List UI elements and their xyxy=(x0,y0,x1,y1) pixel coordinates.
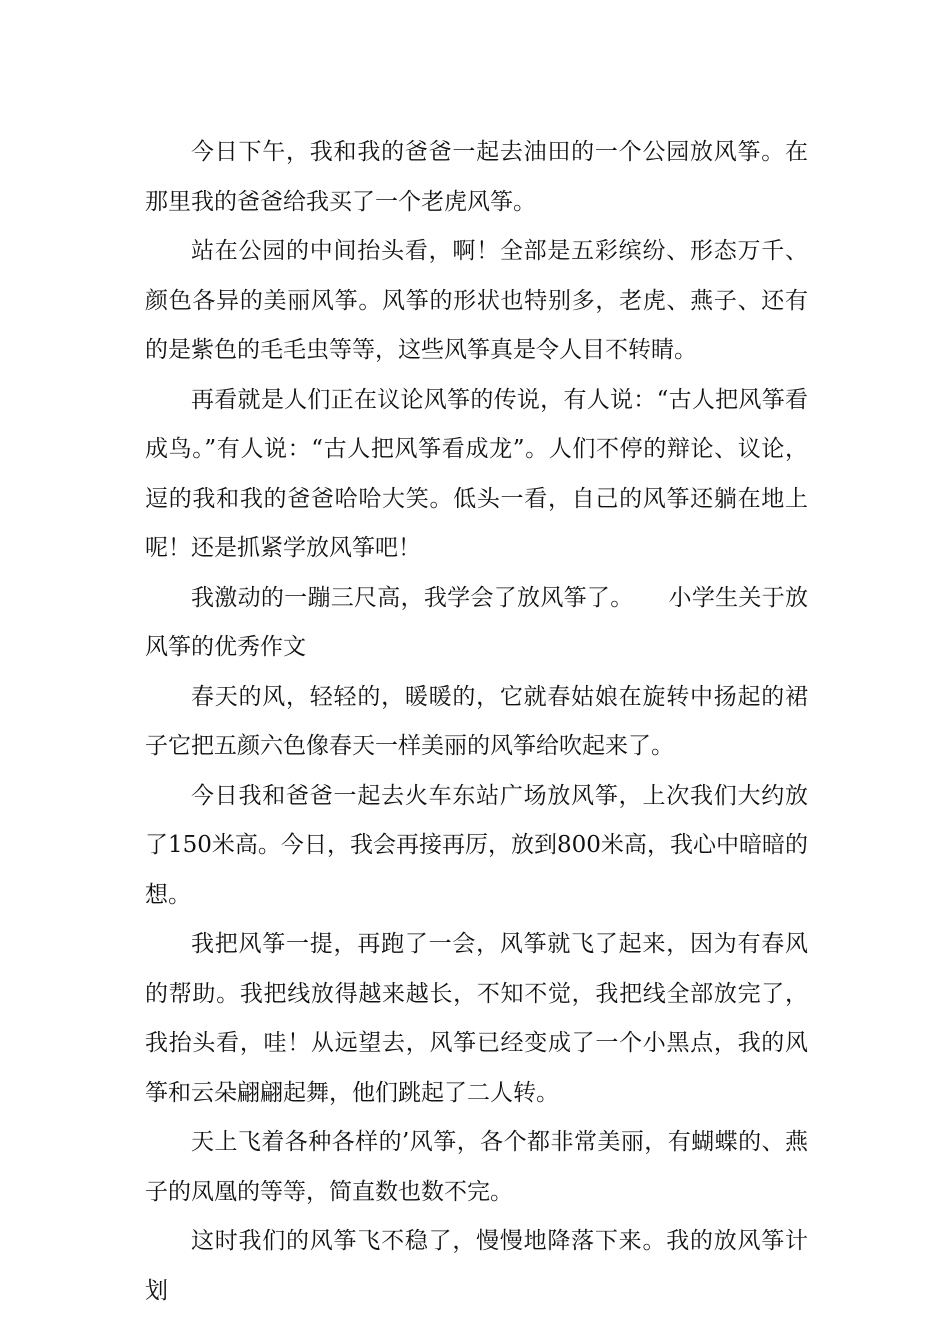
paragraph-1: 今日下午，我和我的爸爸一起去油田的一个公园放风筝。在那里我的爸爸给我买了一个老虎风筝。 xyxy=(145,139,808,215)
paragraph-8: 天上飞着各种各样的’风筝，各个都非常美丽，有蝴蝶的、燕子的凤凰的等等，简直数也数不完。 xyxy=(145,1129,808,1205)
paragraph-5: 春天的风，轻轻的，暖暖的，它就春姑娘在旋转中扬起的裙子它把五颜六色像春天一样美丽的风筝给吹起来了。 xyxy=(145,683,808,759)
paragraph-6: 今日我和爸爸一起去火车东站广场放风筝，上次我们大约放了150米高。今日，我会再接再厉，放到800米高，我心中暗暗的想。 xyxy=(145,782,808,908)
paragraph-4: 我激动的一蹦三尺高，我学会了放风筝了。 小学生关于放风筝的优秀作文 xyxy=(145,584,808,660)
essay-body xyxy=(145,128,808,1316)
paragraph-7: 我把风筝一提，再跑了一会，风筝就飞了起来，因为有春风的帮助。我把线放得越来越长，不知不觉，我把线全部放完了，我抬头看，哇！从远望去，风筝已经变成了一个小黑点，我的风筝和云朵翩翩起舞，他们跳起了二人转。 xyxy=(145,931,808,1106)
paragraph-3: 再看就是人们正在议论风筝的传说，有人说：“古人把风筝看成鸟。”有人说：“古人把风筝看成龙”。人们不停的辩论、议论，逗的我和我的爸爸哈哈大笑。低头一看，自己的风筝还躺在地上呢！还是抓紧学放风筝吧！ xyxy=(145,386,808,561)
paragraph-2: 站在公园的中间抬头看，啊！全部是五彩缤纷、形态万千、颜色各异的美丽风筝。风筝的形状也特别多，老虎、燕子、还有的是紫色的毛毛虫等等，这些风筝真是令人目不转睛。 xyxy=(145,238,808,363)
paragraph-9: 这时我们的风筝飞不稳了，慢慢地降落下来。我的放风筝计划 xyxy=(145,1228,808,1304)
